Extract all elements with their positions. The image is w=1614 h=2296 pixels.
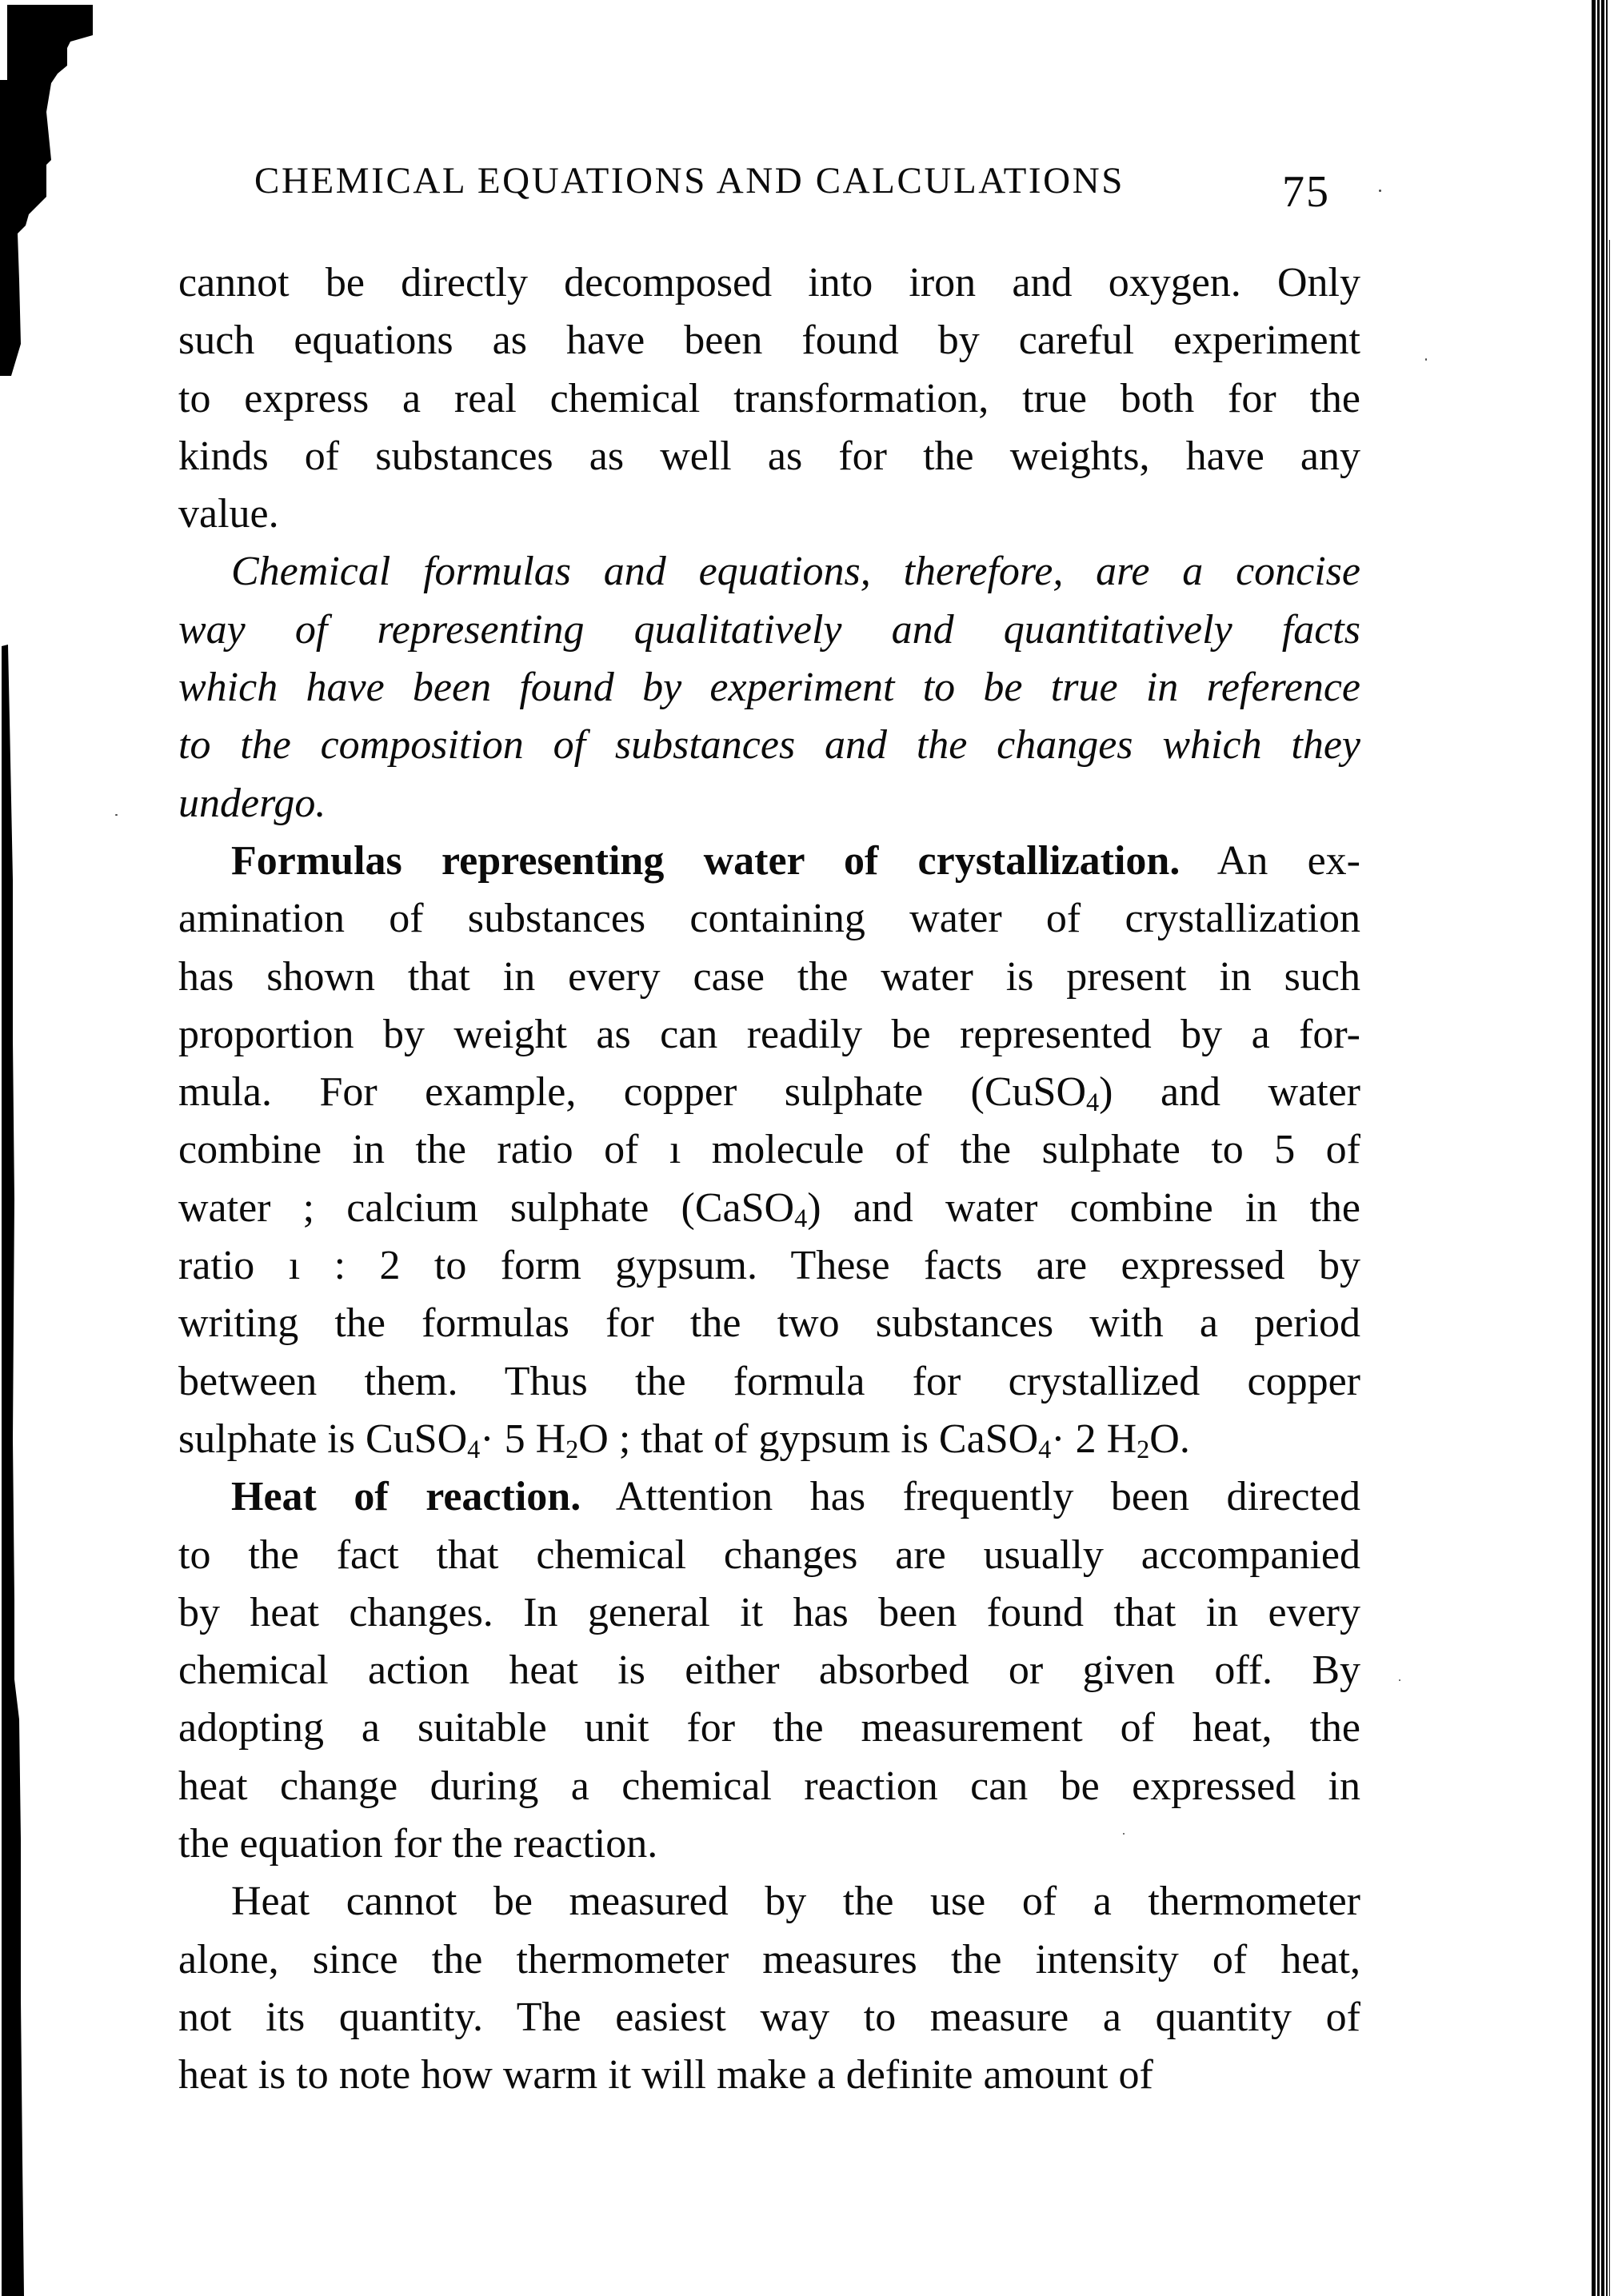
text-run: · 2 H bbox=[1051, 1416, 1137, 1462]
text-line bbox=[178, 1411, 1360, 1468]
paragraph-measuring-heat bbox=[178, 1873, 1360, 2104]
text-run: the equation for the reaction. bbox=[178, 1821, 658, 1867]
scan-speck bbox=[1425, 358, 1427, 361]
paragraph-summary bbox=[178, 543, 1360, 832]
paragraph-water-of-crystallization bbox=[178, 833, 1360, 1468]
text-run: not its quantity. The easiest way to measure a quantity of bbox=[178, 1994, 1360, 2040]
subscript: 4 bbox=[467, 1435, 481, 1464]
text-line bbox=[178, 948, 1360, 1006]
text-run: chemical action heat is either absorbed or given off. By bbox=[178, 1647, 1360, 1694]
text-line bbox=[178, 1931, 1360, 1989]
scan-speck bbox=[1399, 1679, 1400, 1681]
text-run: to the fact that chemical changes are usually accompanied bbox=[178, 1531, 1360, 1578]
text-line bbox=[178, 890, 1360, 948]
scan-speck bbox=[115, 814, 118, 816]
paragraph-heat-of-reaction bbox=[178, 1468, 1360, 1873]
text-line bbox=[178, 659, 1360, 717]
text-run: An ex- bbox=[1180, 837, 1360, 884]
text-run: writing the formulas for the two substances with a period bbox=[178, 1300, 1360, 1347]
text-line bbox=[178, 1642, 1360, 1699]
body-text bbox=[178, 254, 1360, 2105]
text-run: has shown that in every case the water is present in such bbox=[178, 953, 1360, 1000]
text-line bbox=[178, 1064, 1360, 1121]
text-run: heat change during a chemical reaction can be expressed in bbox=[178, 1763, 1360, 1809]
text-line bbox=[178, 1758, 1360, 1815]
text-line bbox=[178, 2046, 1360, 2104]
text-run: proportion by weight as can readily be represented by a for- bbox=[178, 1011, 1360, 1057]
scan-speck bbox=[1379, 190, 1381, 192]
text-line bbox=[178, 1295, 1360, 1352]
text-line bbox=[178, 1121, 1360, 1179]
text-run: such equations as have been found by careful experiment bbox=[178, 317, 1360, 364]
text-run: amination of substances containing water of crystallization bbox=[178, 896, 1360, 942]
text-line bbox=[178, 1699, 1360, 1757]
text-line bbox=[178, 775, 1360, 833]
scan-binding-shadow-left bbox=[0, 0, 104, 2296]
text-run: value. bbox=[178, 491, 279, 537]
paragraph-continuation bbox=[178, 254, 1360, 543]
run-in-heading: Heat of reaction. bbox=[231, 1474, 581, 1520]
text-run: O. bbox=[1149, 1416, 1190, 1462]
text-run: cannot be directly decomposed into iron and oxygen. Only bbox=[178, 260, 1360, 305]
text-run: way of representing qualitatively and quantitatively facts bbox=[178, 606, 1360, 653]
text-run: alone, since the thermometer measures the intensity of heat, bbox=[178, 1936, 1360, 1983]
text-run: which have been found by experiment to be true in reference bbox=[178, 665, 1360, 711]
text-run: Heat cannot be measured by the use of a thermometer bbox=[231, 1879, 1360, 1925]
text-run: adopting a suitable unit for the measurement of heat, the bbox=[178, 1705, 1360, 1751]
text-line bbox=[178, 1873, 1360, 1931]
text-line bbox=[178, 1468, 1360, 1526]
text-line bbox=[178, 601, 1360, 659]
scan-binding-stripes-right bbox=[1588, 0, 1614, 2296]
subscript: 4 bbox=[1038, 1435, 1052, 1464]
text-run: water ; calcium sulphate (CaSO bbox=[178, 1184, 795, 1231]
page-number: 75 bbox=[1282, 167, 1330, 217]
text-line bbox=[178, 833, 1360, 890]
text-line bbox=[178, 312, 1360, 369]
text-run: undergo. bbox=[178, 780, 326, 826]
text-line bbox=[178, 1989, 1360, 2046]
text-line bbox=[178, 717, 1360, 774]
subscript: 2 bbox=[1137, 1435, 1150, 1464]
text-run: to the composition of substances and the changes which they bbox=[178, 722, 1360, 769]
text-run: O ; that of gypsum is CaSO bbox=[578, 1416, 1039, 1462]
text-run: Chemical formulas and equations, therefore, are a concise bbox=[231, 549, 1360, 595]
subscript: 2 bbox=[565, 1435, 579, 1464]
text-line bbox=[178, 1527, 1360, 1584]
text-line bbox=[178, 1815, 1360, 1873]
text-run: ) and water bbox=[1099, 1069, 1361, 1116]
text-run: mula. For example, copper sulphate (CuSO bbox=[178, 1069, 1087, 1116]
text-run: Attention has frequently been directed bbox=[581, 1474, 1360, 1520]
text-run: ) and water combine in the bbox=[807, 1184, 1360, 1231]
text-run: ratio ı : 2 to form gypsum. These facts are expressed by bbox=[178, 1243, 1360, 1289]
scan-speck bbox=[1123, 1833, 1125, 1835]
text-line bbox=[178, 254, 1360, 312]
run-in-heading: Formulas representing water of crystallization. bbox=[231, 837, 1181, 884]
text-run: between them. Thus the formula for crystallized copper bbox=[178, 1358, 1360, 1404]
text-line bbox=[178, 1584, 1360, 1642]
running-title: CHEMICAL EQUATIONS AND CALCULATIONS bbox=[254, 160, 1125, 202]
text-run: combine in the ratio of ı molecule of the sulphate to 5 of bbox=[178, 1127, 1360, 1173]
subscript: 4 bbox=[1086, 1088, 1100, 1117]
text-line bbox=[178, 1353, 1360, 1411]
text-line bbox=[178, 428, 1360, 485]
text-run: to express a real chemical transformation, true both for the bbox=[178, 375, 1360, 421]
text-run: heat is to note how warm it will make a definite amount of bbox=[178, 2052, 1153, 2098]
text-line bbox=[178, 485, 1360, 543]
text-run: by heat changes. In general it has been found that in every bbox=[178, 1589, 1360, 1635]
text-line bbox=[178, 1237, 1360, 1295]
text-line bbox=[178, 1180, 1360, 1237]
text-run: sulphate is CuSO bbox=[178, 1416, 468, 1462]
text-line bbox=[178, 543, 1360, 601]
subscript: 4 bbox=[794, 1203, 808, 1232]
text-line bbox=[178, 370, 1360, 428]
text-line bbox=[178, 1006, 1360, 1064]
text-run: kinds of substances as well as for the weights, have any bbox=[178, 433, 1360, 479]
running-head bbox=[254, 157, 1374, 221]
text-run: · 5 H bbox=[480, 1416, 566, 1462]
